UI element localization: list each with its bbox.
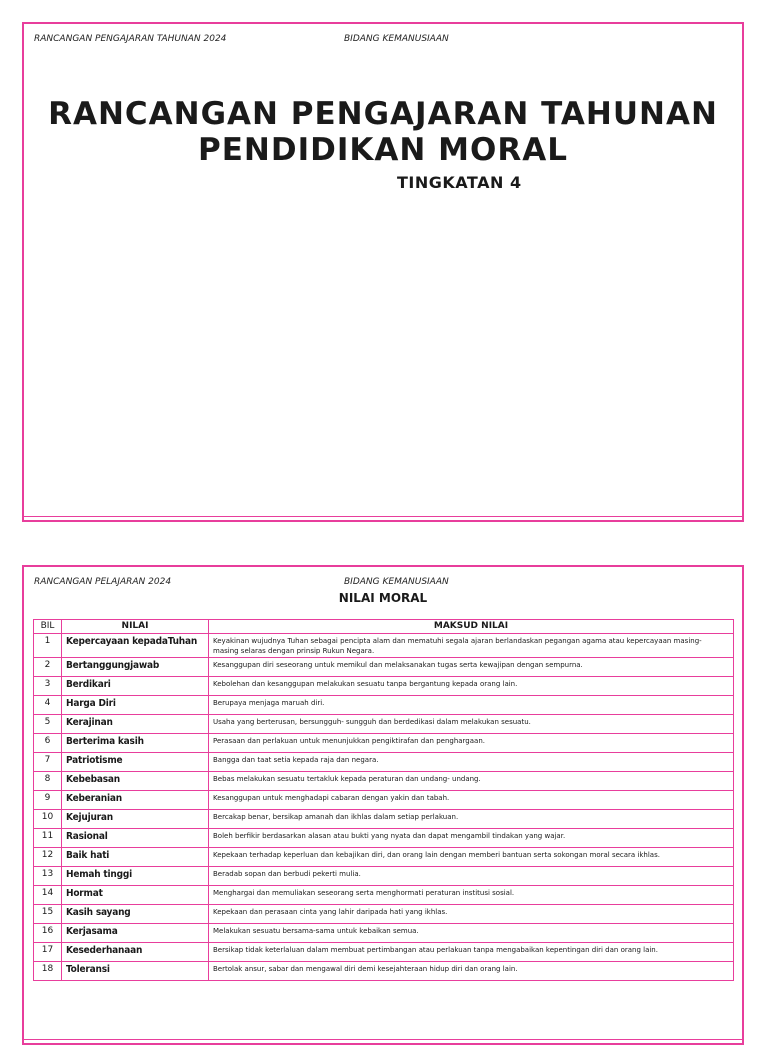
row-value-name: Kasih sayang — [62, 905, 209, 924]
row-value-name: Kejujuran — [62, 810, 209, 829]
row-number: 3 — [34, 677, 62, 696]
row-number: 18 — [34, 962, 62, 981]
table-header-row — [34, 620, 734, 634]
page-header-left: RANCANGAN PENGAJARAN TAHUNAN 2024 — [34, 34, 227, 44]
row-value-name: Harga Diri — [62, 696, 209, 715]
row-value-name: Keberanian — [62, 791, 209, 810]
row-number: 10 — [34, 810, 62, 829]
cover-page — [22, 22, 744, 522]
row-value-name: Berterima kasih — [62, 734, 209, 753]
document-subtitle: TINGKATAN 4 — [397, 173, 522, 192]
table-row — [34, 848, 734, 867]
column-header-nilai: NILAI — [62, 620, 209, 634]
row-value-meaning: Beradab sopan dan berbudi pekerti mulia. — [209, 867, 734, 886]
title-line-2: PENDIDIKAN MORAL — [198, 132, 568, 168]
row-number: 2 — [34, 658, 62, 677]
row-value-meaning: Menghargai dan memuliakan seseorang serta menghormati peraturan institusi sosial. — [209, 886, 734, 905]
row-value-meaning: Usaha yang berterusan, bersungguh- sungguh dan berdedikasi dalam melakukan sesuatu. — [209, 715, 734, 734]
row-value-name: Baik hati — [62, 848, 209, 867]
page-header-left: RANCANGAN PELAJARAN 2024 — [34, 577, 172, 587]
table-row — [34, 696, 734, 715]
table-row — [34, 715, 734, 734]
row-number: 4 — [34, 696, 62, 715]
row-number: 17 — [34, 943, 62, 962]
row-number: 16 — [34, 924, 62, 943]
row-number: 1 — [34, 634, 62, 658]
row-value-meaning: Bebas melakukan sesuatu tertakluk kepada peraturan dan undang- undang. — [209, 772, 734, 791]
table-row — [34, 829, 734, 848]
row-value-meaning: Melakukan sesuatu bersama-sama untuk kebaikan semua. — [209, 924, 734, 943]
row-number: 13 — [34, 867, 62, 886]
row-value-name: Patriotisme — [62, 753, 209, 772]
row-value-meaning: Kesanggupan diri seseorang untuk memikul dan melaksanakan tugas serta kewajipan dengan sempurna. — [209, 658, 734, 677]
table-row — [34, 962, 734, 981]
table-row — [34, 886, 734, 905]
row-value-name: Kesederhanaan — [62, 943, 209, 962]
row-value-meaning: Kepekaan dan perasaan cinta yang lahir daripada hati yang ikhlas. — [209, 905, 734, 924]
table-row — [34, 734, 734, 753]
row-value-meaning: Kebolehan dan kesanggupan melakukan sesuatu tanpa bergantung kepada orang lain. — [209, 677, 734, 696]
row-number: 12 — [34, 848, 62, 867]
row-number: 15 — [34, 905, 62, 924]
row-value-meaning: Kepekaan terhadap keperluan dan kebajikan diri, dan orang lain dengan memberi bantuan serta sokongan moral secara ikhlas. — [209, 848, 734, 867]
row-value-meaning: Bangga dan taat setia kepada raja dan negara. — [209, 753, 734, 772]
table-row — [34, 867, 734, 886]
row-value-meaning: Kesanggupan untuk menghadapi cabaran dengan yakin dan tabah. — [209, 791, 734, 810]
row-value-meaning: Keyakinan wujudnya Tuhan sebagai pencipta alam dan mematuhi segala ajaran berlandaskan pegangan agama atau kepercayaan masing- masing selaras dengan prinsip Rukun Negara. — [209, 634, 734, 658]
table-row — [34, 924, 734, 943]
row-value-name: Rasional — [62, 829, 209, 848]
row-value-name: Kerjasama — [62, 924, 209, 943]
row-value-meaning: Boleh berfikir berdasarkan alasan atau bukti yang nyata dan dapat mengambil tindakan yang wajar. — [209, 829, 734, 848]
row-number: 5 — [34, 715, 62, 734]
table-row — [34, 753, 734, 772]
section-title: NILAI MORAL — [338, 591, 428, 605]
page-header-right: BIDANG KEMANUSIAAN — [344, 577, 449, 587]
row-value-name: Hemah tinggi — [62, 867, 209, 886]
table-row — [34, 791, 734, 810]
row-value-name: Berdikari — [62, 677, 209, 696]
row-number: 6 — [34, 734, 62, 753]
row-value-name: Kepercayaan kepadaTuhan — [62, 634, 209, 658]
table-row — [34, 772, 734, 791]
values-page — [22, 565, 744, 1045]
row-value-name: Kerajinan — [62, 715, 209, 734]
row-value-name: Hormat — [62, 886, 209, 905]
row-value-name: Bertanggungjawab — [62, 658, 209, 677]
row-number: 9 — [34, 791, 62, 810]
table-row — [34, 810, 734, 829]
table-row — [34, 677, 734, 696]
row-value-meaning: Berupaya menjaga maruah diri. — [209, 696, 734, 715]
row-number: 8 — [34, 772, 62, 791]
row-number: 7 — [34, 753, 62, 772]
title-line-1: RANCANGAN PENGAJARAN TAHUNAN — [48, 96, 718, 132]
table-row — [34, 634, 734, 658]
column-header-bil: BIL — [34, 620, 62, 634]
row-value-meaning: Bercakap benar, bersikap amanah dan ikhlas dalam setiap perlakuan. — [209, 810, 734, 829]
column-header-maksud: MAKSUD NILAI — [209, 620, 734, 634]
row-value-name: Toleransi — [62, 962, 209, 981]
table-row — [34, 905, 734, 924]
table-row — [34, 943, 734, 962]
table-row — [34, 658, 734, 677]
page-header-right: BIDANG KEMANUSIAAN — [344, 34, 449, 44]
row-number: 11 — [34, 829, 62, 848]
row-value-meaning: Bertolak ansur, sabar dan mengawal diri demi kesejahteraan hidup diri dan orang lain. — [209, 962, 734, 981]
document-title — [24, 96, 742, 168]
row-number: 14 — [34, 886, 62, 905]
row-value-meaning: Perasaan dan perlakuan untuk menunjukkan pengiktirafan dan penghargaan. — [209, 734, 734, 753]
row-value-meaning: Bersikap tidak keterlaluan dalam membuat pertimbangan atau perlakuan tanpa mengabaikan kepentingan diri dan orang lain. — [209, 943, 734, 962]
moral-values-table — [33, 619, 734, 981]
row-value-name: Kebebasan — [62, 772, 209, 791]
